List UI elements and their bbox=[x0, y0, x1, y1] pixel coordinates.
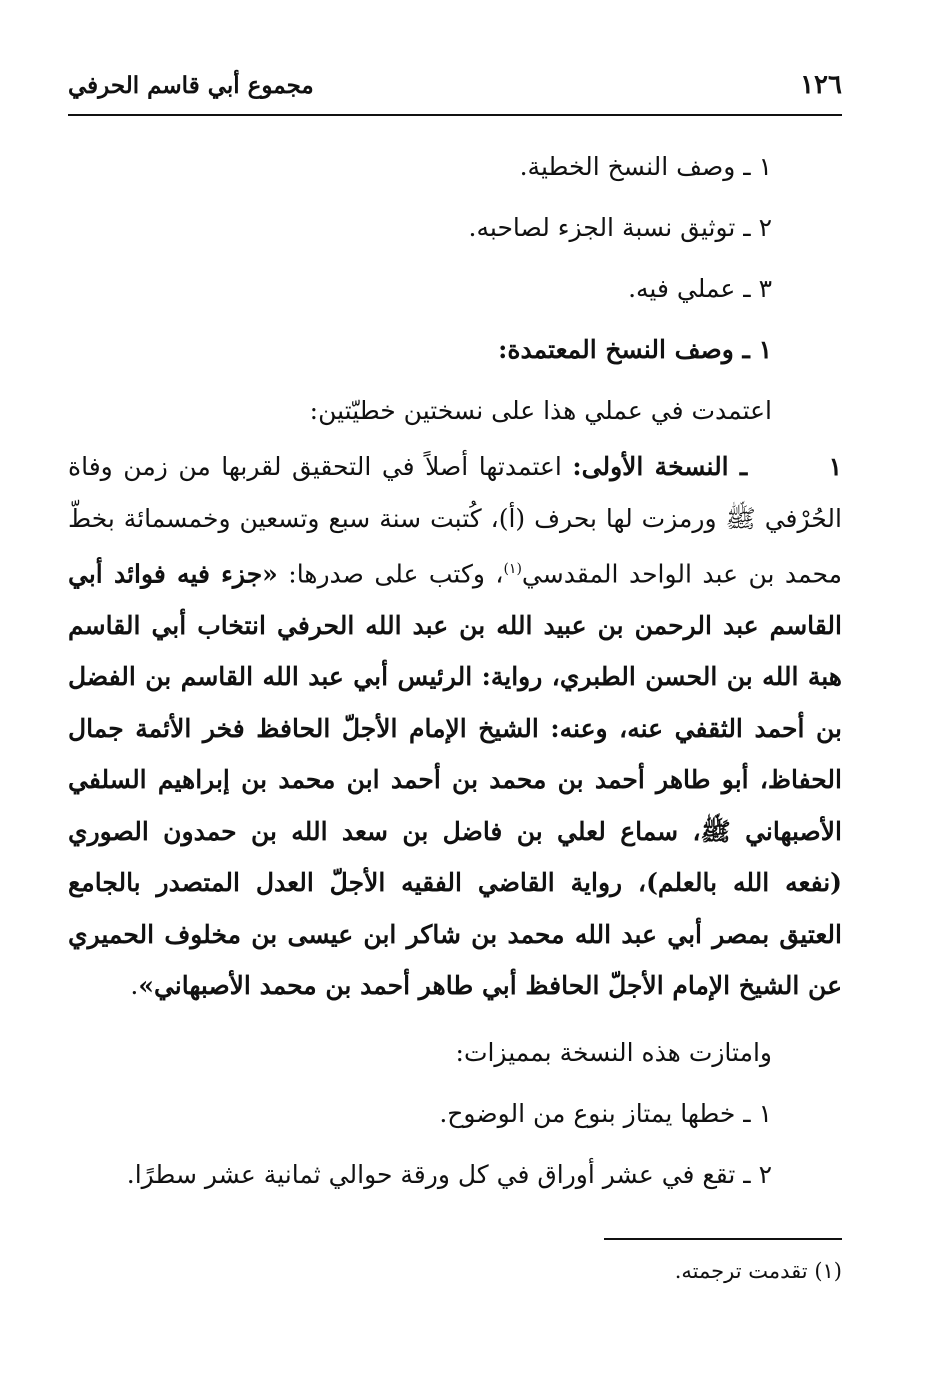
first-copy-label: ١ ـ النسخة الأولى: bbox=[572, 452, 842, 481]
page-number: ١٢٦ bbox=[800, 70, 842, 100]
manuscript-title-quote: «جزء فيه فوائد أبي القاسم عبد الرحمن بن عبيد الله بن عبد الله الحرفي انتخاب أبي القاسم هبة الله بن الحسن الطبري، رواية: الرئيس أبي عبد الله القاسم بن الفضل بن أحمد الثقفي عنه، وعنه: الشيخ الإمام الأجلّ الحافظ فخر الأئمة جمال الحفاظ، أبو طاهر أحمد بن محمد بن أحمد ابن محمد بن إبراهيم السلفي الأصبهاني ﷺ، سماع لعلي بن فاضل بن سعد الله بن حمدون الصوري (نفعه الله بالعلم)، رواية القاضي الفقيه الأجلّ العدل المتصدر بالجامع العتيق بمصر أبي عبد الله محمد بن شاكر ابن عيسى بن مخلوف الحميري عن الشيخ الإمام الأجلّ الحافظ أبي طاهر أحمد بن محمد الأصبهاني» bbox=[68, 559, 842, 1001]
list-item-3: ٣ ـ عملي فيه. bbox=[628, 274, 772, 303]
intro-line: اعتمدت في عملي هذا على نسختين خطيّتين: bbox=[309, 396, 772, 425]
list-item-2: ٢ ـ توثيق نسبة الجزء لصاحبه. bbox=[468, 213, 772, 242]
footnote-reference: (١) bbox=[503, 561, 522, 577]
section-heading: ١ ـ وصف النسخ المعتمدة: bbox=[498, 335, 772, 364]
running-title: مجموع أبي قاسم الحرفي bbox=[68, 72, 314, 99]
page-header bbox=[68, 62, 842, 116]
feature-item-2: ٢ ـ تقع في عشر أوراق في كل ورقة حوالي ثمانية عشر سطرًا. bbox=[126, 1159, 772, 1189]
footnote-text: تقدمت ترجمته. bbox=[674, 1259, 808, 1283]
paragraph-end: . bbox=[130, 971, 139, 1001]
body-text bbox=[68, 136, 842, 1205]
first-copy-description: اعتمدتها أصلاً في التحقيق لقربها من زمن وفاة الحُرْفي ﷺ ورمزت لها بحرف (أ)، كُتبت سنة سبع وتسعين وخمسمائة بخطّ محمد بن عبد الواحد المقدسي bbox=[68, 452, 842, 589]
first-copy-description-end: ، وكتب على صدرها: bbox=[288, 559, 504, 589]
features-intro: وامتازت هذه النسخة بمميزات: bbox=[455, 1037, 772, 1067]
footnote-separator bbox=[604, 1238, 842, 1240]
list-item-1: ١ ـ وصف النسخ الخطية. bbox=[519, 152, 772, 181]
footnote-marker: (١) bbox=[814, 1259, 842, 1283]
feature-item-1: ١ ـ خطها يمتاز بنوع من الوضوح. bbox=[439, 1098, 772, 1128]
first-copy-paragraph bbox=[68, 441, 842, 1012]
footnote bbox=[675, 1259, 842, 1283]
